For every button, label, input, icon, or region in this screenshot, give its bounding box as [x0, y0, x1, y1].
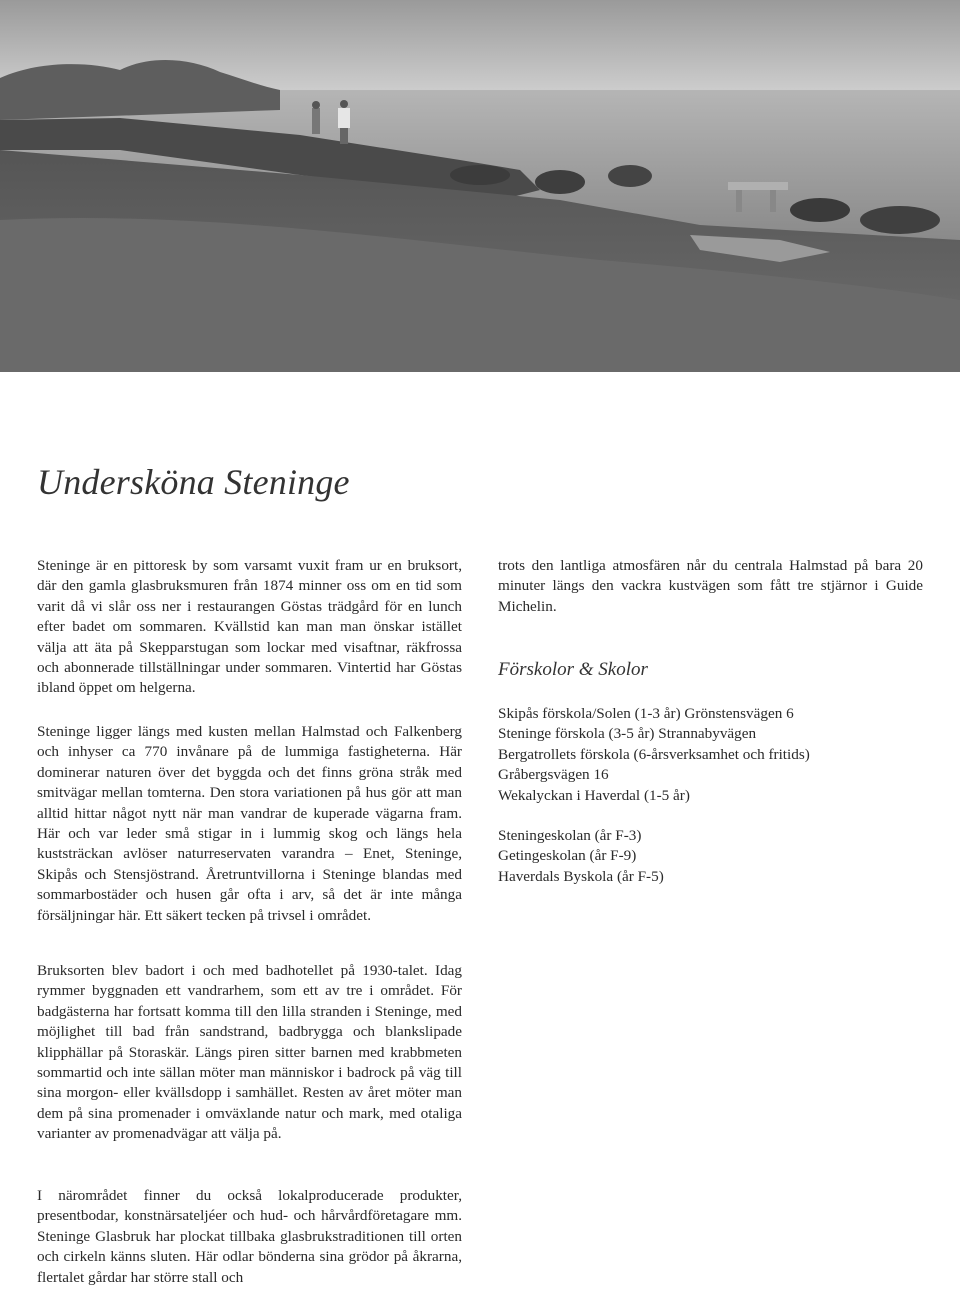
location-paragraph-block [37, 722, 462, 926]
coastal-photo [0, 0, 960, 372]
school-list [498, 826, 923, 887]
list-item: Steninge förskola (3-5 år) Strannabyvägen [498, 725, 757, 743]
list-item: Gråbergsvägen 16 [498, 766, 609, 784]
list-item: Steningeskolan (år F-3) [498, 827, 642, 844]
preschool-list [498, 704, 923, 806]
bathing-paragraph-block [37, 961, 462, 1145]
list-item: Haverdals Byskola (år F-5) [498, 867, 664, 885]
paragraph-local: I närområdet finner du också lokalproducerade produkter, presentbodar, konstnärsateljéer och hud- och hårvårdföretagare mm. Steninge Glasbruk har plockat tillbaka glasbrukstraditionen till orten och cirkeln känns sluten. Här odlar bönderna sina grödor på åkrarna, flertalet gårdar har större stall och [37, 1187, 462, 1286]
list-item: Wekalyckan i Haverdal (1-5 år) [498, 786, 690, 804]
list-item: Skipås förskola/Solen (1-3 år) Grönstensvägen 6 [498, 705, 794, 722]
local-paragraph-block [37, 1186, 462, 1288]
paragraph-restaurants: Steninge är en pittoresk by som varsamt vuxit fram ur en bruksort, där den gamla glasbruksmuren från 1874 minner oss om en tid som varit då vi slår oss ner i restaurangen Göstas trädgård för en lunch efter badet om sommaren. Kvällstid kan man man önskar istället välja att äta på Skepparstugan som lockar med visaftnar, räkfrossa och abonnerade tillställningar under sommaren. Vintertid har Göstas ibland öppet om helgerna. [37, 557, 462, 697]
paragraph-commute: trots den lantliga atmosfären når du centrala Halmstad på bara 20 minuter längs den vackra kustvägen som fått tre stjärnor i Guide Michelin. [498, 557, 923, 615]
schools-heading: Förskolor & Skolor [498, 659, 648, 680]
page-title: Undersköna Steninge [37, 462, 350, 502]
right-column-intro [498, 556, 923, 617]
paragraph-location: Steninge ligger längs med kusten mellan Halmstad och Falkenberg och inhyser ca 770 invånare på de lummiga fastigheterna. Här dominerar naturen över det byggda och det finns gröna stråk med smitvägar mellan tomterna. Den stora variationen på hus gör att man alltid hittar något nytt när man vandrar de kuperade vägarna fram. Här och var leder små stigar in i lummig skog och längs hela kuststräckan avlöser naturreservaten varandra – Enet, Steninge, Skipås och Stensjöstrand. Åretruntvillorna i Steninge blandas med sommarbostäder och husen går ofta i arv, så det är inte många försäljningar här. Ett säkert tecken på trivsel i området. [37, 723, 462, 924]
intro-paragraph [37, 556, 462, 699]
paragraph-bathing: Bruksorten blev badort i och med badhotellet på 1930-talet. Idag rymmer byggnaden ett vandrarhem, som ett av tre i området. För badgästerna har fortsatt komma till den lilla stranden i Steninge, med möjlighet till bad från sandstrand, badbrygga och blankslipade klipphällar på Storaskär. Längs piren sitter barnen med krabbmeten sommartid och inte sällan möter man människor i badrock på väg till sina morgon- eller kvällsdopp i samhället. Resten av året möter man dem på sina promenader i omväxlande natur och mark, med otaliga varianter av promenadvägar att välja på. [37, 962, 462, 1143]
list-item: Getingeskolan (år F-9) [498, 847, 637, 865]
list-item: Bergatrollets förskola (6-årsverksamhet och fritids) [498, 745, 810, 763]
